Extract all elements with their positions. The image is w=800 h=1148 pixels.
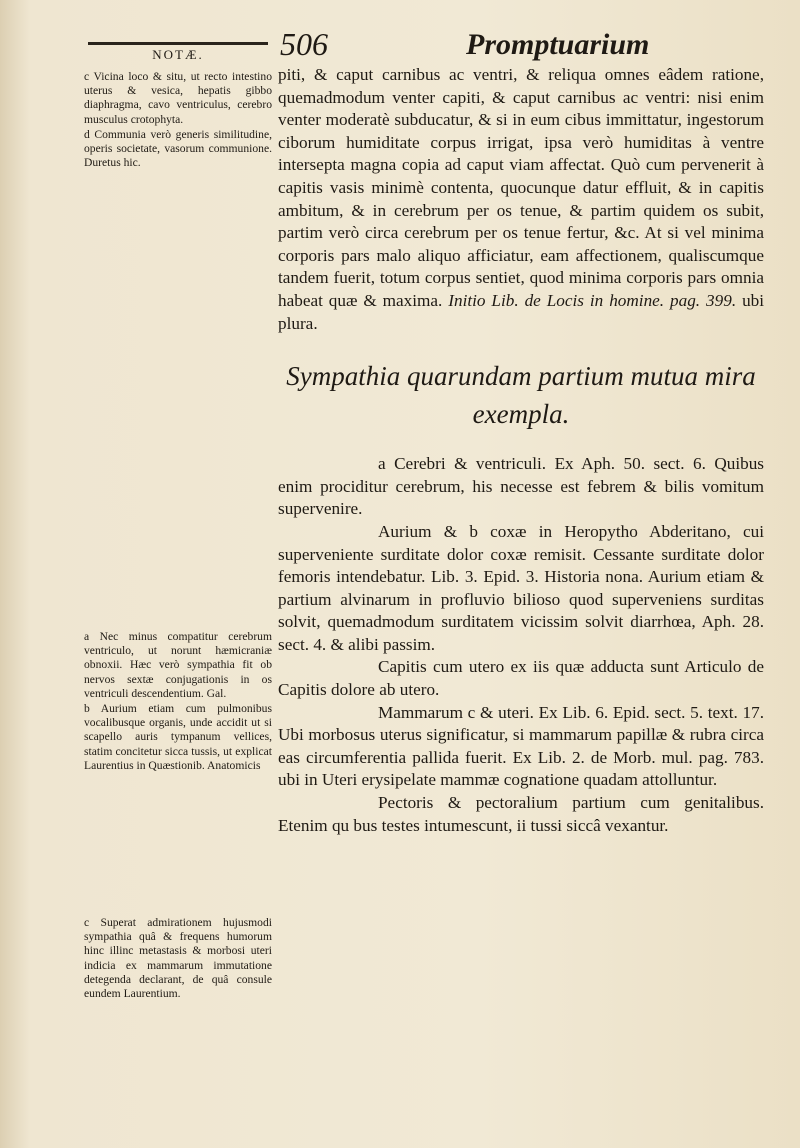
- margin-notes-lower: [84, 916, 272, 1002]
- main-paragraph: Aurium & b coxæ in Heropytho Abderitano, cui superveniente surditate dolor coxæ remisit. Cessante surditate dolor femoris intendebatur. Lib. 3. Epid. 3. Historia nona. Aurium etiam & partium alvinarum in profluvio bilioso quod superveniens surditas solvit, quemadmodum surditatem vicissim solvit diarrhœa, Aph. 28. sect. 4. & alibi passim.: [278, 521, 764, 654]
- margin-notes-top: [84, 70, 272, 171]
- section-heading: Sympathia quarundam partium mutua mira exempla.: [286, 361, 756, 430]
- margin-note: b Aurium etiam cum pulmonibus vocalibusque organis, unde accidit ut si scapello auris tympanum vellices, statim concitetur sicca tussis, ut explicat Laurentius in Quæstionib. Anatomicis: [84, 702, 272, 772]
- main-paragraph: Capitis cum utero ex iis quæ adducta sunt Articulo de Capitis dolore ab utero.: [278, 657, 764, 700]
- main-paragraph: Pectoris & pectoralium partium cum genitalibus. Etenim qu bus testes intumescunt, ii tussi siccâ vexantur.: [278, 793, 764, 835]
- margin-note: d Communia verò generis similitudine, operis societate, vasorum communione. Duretus hic.: [84, 127, 272, 170]
- paragraph-tail: ubi plura.: [278, 290, 765, 333]
- main-text: [278, 64, 764, 837]
- running-title: Promptuarium: [466, 28, 650, 61]
- page-number: 506: [280, 26, 328, 62]
- citation: Initio Lib. de Locis in homine. pag. 399.: [448, 290, 737, 310]
- margin-note: c Vicina loco & situ, ut recto intestino uterus & vesica, hepatis gibbo diaphragma, cavo ventriculus, cerebro musculus crotophyta.: [84, 70, 272, 126]
- notes-column-label: NOTÆ.: [88, 42, 268, 63]
- margin-note: c Superat admirationem hujusmodi sympathia quâ & frequens humorum hinc illinc metastasis & morbosi uteri indicia ex mammarum immutatione detegenda declarant, de quâ consule eundem Laurentium.: [84, 916, 272, 1001]
- main-paragraph: Mammarum c & uteri. Ex Lib. 6. Epid. sect. 5. text. 17. Ubi morbosus uterus significatur, si mammarum papillæ & rubra circa eas circumferentia pallida fuerit. Ex Lib. 2. de Morb. mul. pag. 783. ubi in Uteri erysipelate mammæ cognatione quadam attolluntur.: [278, 702, 764, 790]
- main-paragraph: a Cerebri & ventriculi. Ex Aph. 50. sect. 6. Quibus enim prociditur cerebrum, his necesse est febrem & bilis vomitum supervenire.: [278, 454, 764, 519]
- margin-note: a Nec minus compatitur cerebrum ventriculo, ut norunt hæmicraniæ obnoxii. Hæc verò sympathia fit ob nervos sextæ conjugationis in os ventriculi descendentium. Gal.: [84, 630, 272, 700]
- main-paragraph: [278, 64, 764, 335]
- paragraph-text: piti, & caput carnibus ac ventri, & reliqua omnes eâdem ratione, quemadmodum venter capiti, & caput carnibus ac ventri: nisi enim venter moderatè subducatur, & si in eum cibus immittatur, ingestorum ciborum humiditate corpus irrigat, ipsa verò humiditas à ventre intersepta magna copia ad caput viam affectat. Quò cum pervenerit à capitis vasis minimè contenta, quocunque datur effluit, & in capitis ambitum, & in cerebrum per os tenue, & partim quidem os subit, partim verò circa cerebrum per os tenue fertur, &c. At si vel minima corporis pars malo aliquo afficiatur, eam affectionem, qualiscumque tandem fuerit, totum corpus sentiet, quod minima corporis pars omnia habeat quæ & maxima.: [278, 65, 764, 310]
- margin-notes-middle: [84, 630, 272, 774]
